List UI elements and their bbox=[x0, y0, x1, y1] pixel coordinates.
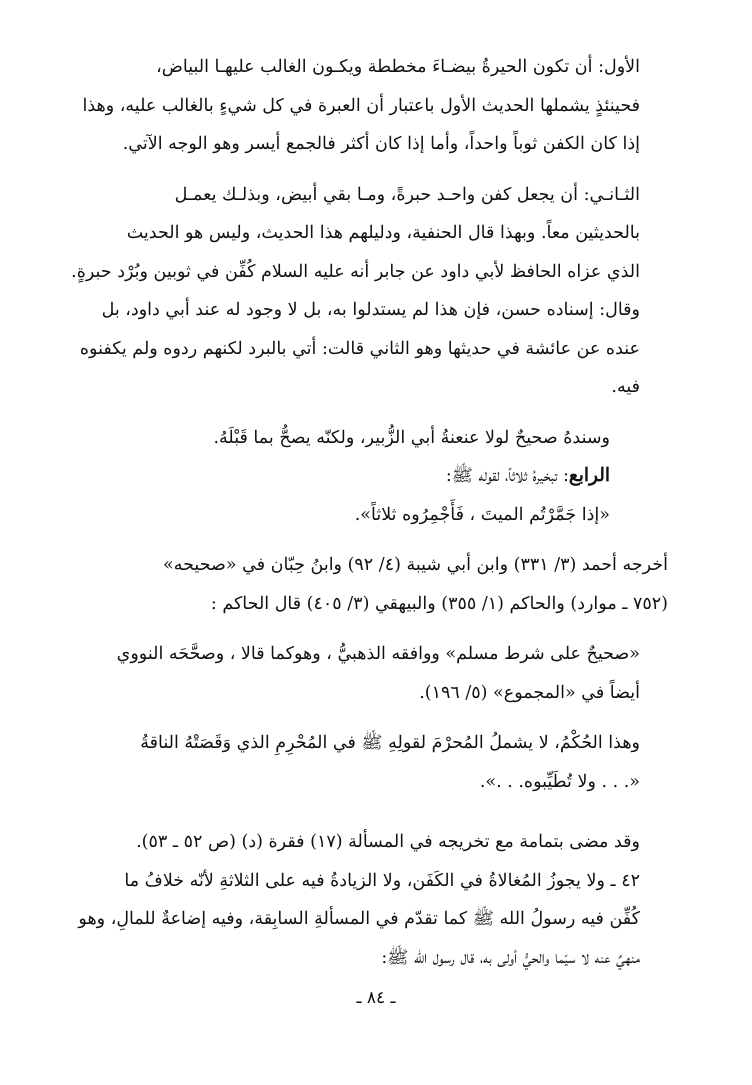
text-line: وقال: إسناده حسن، فإن هذا لم يستدلوا به، بل لا وجود له عند أبي داود، بل bbox=[101, 300, 640, 320]
paragraph-reference bbox=[60, 823, 668, 862]
text-line: عنده عن عائشة في حديثها وهو الثاني قالت: أتي بالبرد لكنهم ردوه ولم يكفنوه bbox=[79, 338, 640, 359]
paragraph-hakim-quote bbox=[60, 635, 668, 712]
spacer bbox=[60, 623, 668, 635]
paragraph-first-option bbox=[60, 48, 668, 164]
text-line: الأول: أن تكون الحيرةُ بيضـاءَ مخططة ويكـون الغالب عليهـا البياض، bbox=[156, 57, 640, 77]
text-line: ٤٢ ـ ولا يجوزُ المُغالاةُ في الكَفَن، ولا الزيادةُ فيه على الثلاثةِ لأنّه خلافُ ما bbox=[124, 870, 640, 891]
text-line: الثـانـي: أن يجعل كفن واحـد حبرةً، ومـا بقي أبيض، وبذلـك يعمـل bbox=[174, 184, 640, 205]
paragraph-issue-42 bbox=[60, 862, 668, 978]
text-line: (٧٥٢ ـ موارد) والحاكم (١/ ٣٥٥) والبيهقي (٣/ ٤٠٥) قال الحاكم : bbox=[210, 593, 668, 614]
text-line: إذا كان الكفن ثوباً واحداً، وأما إذا كان أكثر فالجمع أيسر وهو الوجه الآتي. bbox=[122, 134, 640, 154]
paragraph-muhrim bbox=[60, 724, 668, 801]
spacer bbox=[60, 407, 668, 419]
text-line: منهيٌ عنه لا سيّما والحيُّ أولى به، قال رسول الله ﷺ: bbox=[381, 947, 640, 968]
paragraph-takhrij bbox=[60, 546, 668, 623]
paragraph-second-option bbox=[60, 176, 668, 407]
text-line: «صحيحٌ على شرط مسلم» ووافقه الذهبيُّ ، وهوكما قالا ، وصحَّحَه النووي bbox=[116, 644, 640, 664]
text-line: الذي عزاه الحافظ لأبي داود عن جابر أنه عليه السلام كُفِّن في ثوبين وبُرْد حبرةٍ. bbox=[71, 261, 640, 282]
text-line: وقد مضى بتمامة مع تخريجه في المسألة (١٧) فقرة (د) (ص ٥٢ ـ ٥٣). bbox=[136, 832, 640, 852]
paragraph-chain-note bbox=[60, 419, 668, 458]
text-line: وهذا الحُكْمُ، لا يشملُ المُحرْمَ لقولِهِ ﷺ في المُحْرِمِ الذي وَقَصَتْهُ الناقةُ bbox=[140, 733, 640, 753]
spacer bbox=[60, 164, 668, 176]
paragraph-fourth-option bbox=[60, 457, 668, 534]
text-line: أخرجه أحمد (٣/ ٣٣١) وابن أبي شيبة (٤/ ٩٢) وابنُ حِبّان في «صحيحه» bbox=[163, 555, 668, 575]
section-lead: الرابع bbox=[568, 465, 610, 486]
text-line: بالحديثين معاً. وبهذا قال الحنفية، ودليلهم هذا الحديث، وليس هو الحديث bbox=[126, 223, 640, 243]
section-lead-rest: : تبخيرهُ ثلاثاً، لقوله ﷺ: bbox=[445, 466, 569, 486]
page-number: ـ ٨٤ ـ bbox=[356, 988, 396, 1008]
text-line: فحينئذٍ يشملها الحديث الأول باعتبار أن العبرة في كل شيءٍ بالغالب عليه، وهذا bbox=[82, 95, 640, 116]
spacer bbox=[60, 534, 668, 546]
spacer bbox=[60, 712, 668, 724]
text-line: أيضاً في «المجموع» (٥/ ١٩٦). bbox=[419, 682, 640, 703]
hadith-quote: «إذا جَمَّرْتُم الميتَ ، فَأَجْمِرُوه ثلاثاً». bbox=[354, 504, 610, 525]
text-line: وسندهُ صحيحٌ لولا عنعنةُ أبي الزُّبير، ولكنّه يصحُّ بما قَبْلَهُ. bbox=[213, 427, 610, 448]
text-line bbox=[60, 457, 610, 496]
text-line: «. . . ولا تُطَيِّبوه. . .». bbox=[479, 771, 640, 792]
text-line: فيه. bbox=[611, 377, 640, 397]
text-line: كُفِّن فيه رسولُ الله ﷺ كما تقدّم في المسألةِ السابِقة، وفيه إضاعةٌ للمالِ، وهو bbox=[78, 909, 640, 929]
spacer bbox=[60, 801, 668, 823]
